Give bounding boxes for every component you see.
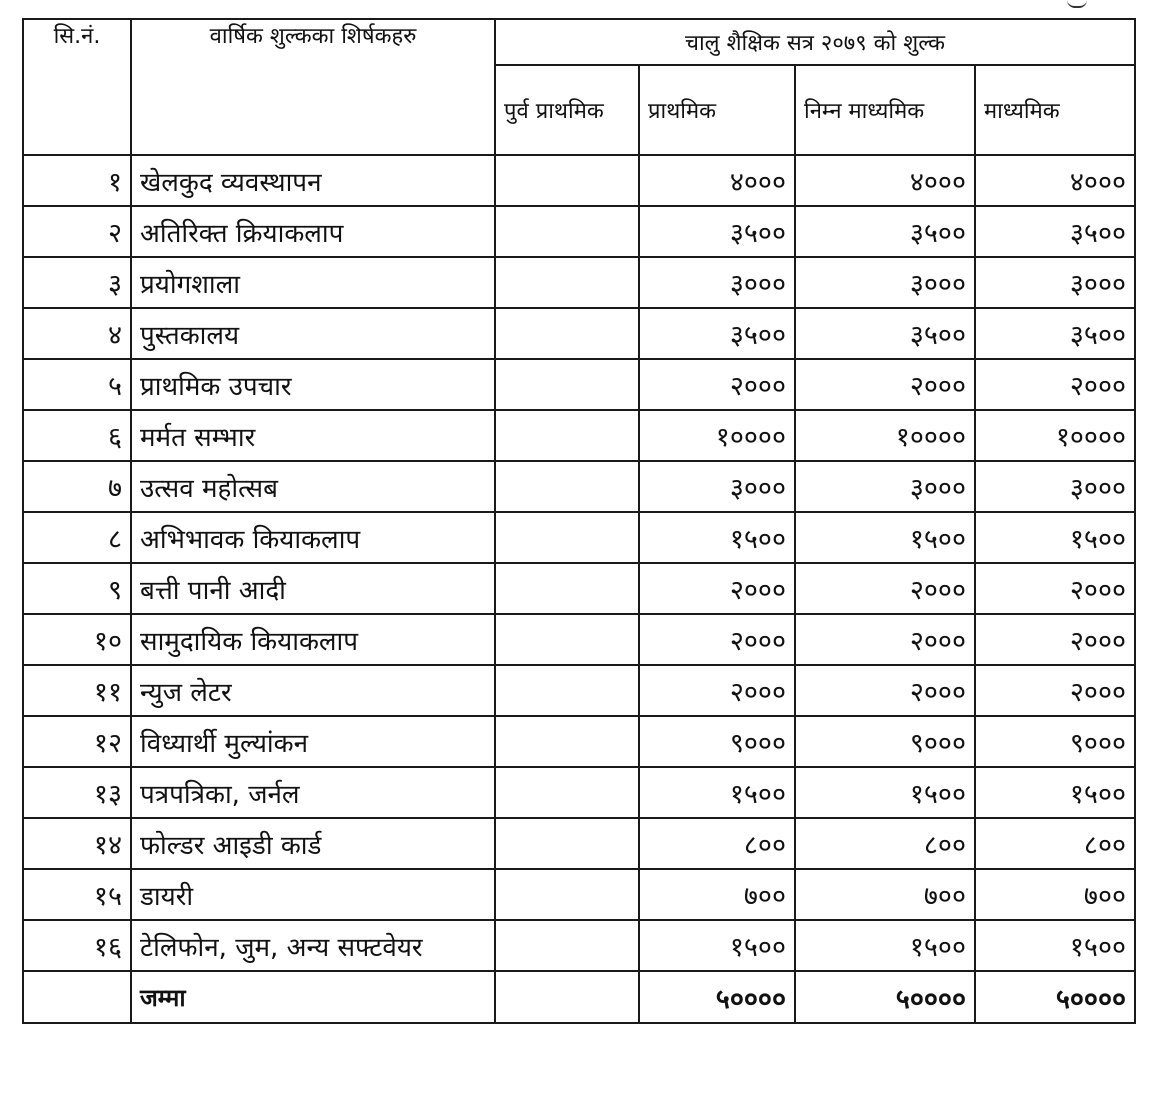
row-secondary: १५०० bbox=[975, 512, 1135, 563]
table-row bbox=[23, 206, 1135, 257]
row-primary: १०००० bbox=[639, 410, 795, 461]
row-lower-secondary: ८०० bbox=[795, 818, 975, 869]
table-row bbox=[23, 359, 1135, 410]
header-sn: सि.नं. bbox=[23, 19, 131, 155]
header-level-secondary: माध्यमिक bbox=[975, 65, 1135, 155]
row-secondary: ८०० bbox=[975, 818, 1135, 869]
row-secondary: १५०० bbox=[975, 767, 1135, 818]
row-secondary: ७०० bbox=[975, 869, 1135, 920]
row-secondary: २००० bbox=[975, 665, 1135, 716]
row-pre-primary bbox=[495, 206, 639, 257]
row-pre-primary bbox=[495, 512, 639, 563]
row-secondary: २००० bbox=[975, 614, 1135, 665]
total-row bbox=[23, 971, 1135, 1023]
header-level-primary: प्राथमिक bbox=[639, 65, 795, 155]
table-row bbox=[23, 563, 1135, 614]
row-lower-secondary: ७०० bbox=[795, 869, 975, 920]
table-row bbox=[23, 512, 1135, 563]
row-sn: ४ bbox=[23, 308, 131, 359]
total-label: जम्मा bbox=[131, 971, 495, 1023]
table-row bbox=[23, 155, 1135, 206]
table-row bbox=[23, 665, 1135, 716]
row-pre-primary bbox=[495, 665, 639, 716]
row-secondary: ४००० bbox=[975, 155, 1135, 206]
row-lower-secondary: ३००० bbox=[795, 461, 975, 512]
row-primary: २००० bbox=[639, 359, 795, 410]
table-row bbox=[23, 461, 1135, 512]
table-row bbox=[23, 716, 1135, 767]
row-fee-title: पत्रपत्रिका, जर्नल bbox=[131, 767, 495, 818]
row-primary: ३००० bbox=[639, 257, 795, 308]
row-lower-secondary: २००० bbox=[795, 614, 975, 665]
row-lower-secondary: १५०० bbox=[795, 512, 975, 563]
row-primary: ८०० bbox=[639, 818, 795, 869]
row-primary: ४००० bbox=[639, 155, 795, 206]
row-lower-secondary: ३५०० bbox=[795, 308, 975, 359]
row-secondary: ३००० bbox=[975, 257, 1135, 308]
row-pre-primary bbox=[495, 461, 639, 512]
header-level-lower-secondary: निम्न माध्यमिक bbox=[795, 65, 975, 155]
row-pre-primary bbox=[495, 359, 639, 410]
row-fee-title: प्रयोगशाला bbox=[131, 257, 495, 308]
row-primary: १५०० bbox=[639, 767, 795, 818]
row-sn: १४ bbox=[23, 818, 131, 869]
row-primary: १५०० bbox=[639, 920, 795, 971]
row-sn: ९ bbox=[23, 563, 131, 614]
row-fee-title: अतिरिक्त क्रियाकलाप bbox=[131, 206, 495, 257]
row-pre-primary bbox=[495, 308, 639, 359]
row-lower-secondary: २००० bbox=[795, 665, 975, 716]
row-lower-secondary: ३००० bbox=[795, 257, 975, 308]
row-lower-secondary: २००० bbox=[795, 563, 975, 614]
row-primary: २००० bbox=[639, 665, 795, 716]
row-sn: २ bbox=[23, 206, 131, 257]
row-fee-title: मर्मत सम्भार bbox=[131, 410, 495, 461]
row-sn: ५ bbox=[23, 359, 131, 410]
row-sn: ६ bbox=[23, 410, 131, 461]
row-lower-secondary: २००० bbox=[795, 359, 975, 410]
row-sn: १२ bbox=[23, 716, 131, 767]
table-row bbox=[23, 818, 1135, 869]
row-lower-secondary: ९००० bbox=[795, 716, 975, 767]
table-row bbox=[23, 257, 1135, 308]
row-primary: ९००० bbox=[639, 716, 795, 767]
header-fee-title: वार्षिक शुल्कका शिर्षकहरु bbox=[131, 19, 495, 155]
table-row bbox=[23, 410, 1135, 461]
row-fee-title: डायरी bbox=[131, 869, 495, 920]
header-row-session bbox=[23, 19, 1135, 65]
annual-fee-table bbox=[22, 18, 1136, 1024]
row-sn: ११ bbox=[23, 665, 131, 716]
table-row bbox=[23, 308, 1135, 359]
row-secondary: १०००० bbox=[975, 410, 1135, 461]
total-pre-primary bbox=[495, 971, 639, 1023]
row-fee-title: बत्ती पानी आदी bbox=[131, 563, 495, 614]
row-primary: २००० bbox=[639, 563, 795, 614]
row-pre-primary bbox=[495, 869, 639, 920]
header-level-pre-primary: पुर्व प्राथमिक bbox=[495, 65, 639, 155]
row-primary: ३५०० bbox=[639, 206, 795, 257]
total-lower-secondary: ५०००० bbox=[795, 971, 975, 1023]
row-pre-primary bbox=[495, 614, 639, 665]
row-sn: ७ bbox=[23, 461, 131, 512]
table-row bbox=[23, 767, 1135, 818]
table-row bbox=[23, 869, 1135, 920]
row-fee-title: प्राथमिक उपचार bbox=[131, 359, 495, 410]
row-pre-primary bbox=[495, 410, 639, 461]
row-secondary: ९००० bbox=[975, 716, 1135, 767]
row-sn: १३ bbox=[23, 767, 131, 818]
row-sn: १६ bbox=[23, 920, 131, 971]
row-secondary: ३५०० bbox=[975, 308, 1135, 359]
row-fee-title: उत्सव महोत्सब bbox=[131, 461, 495, 512]
row-secondary: ३००० bbox=[975, 461, 1135, 512]
row-secondary: २००० bbox=[975, 563, 1135, 614]
row-primary: १५०० bbox=[639, 512, 795, 563]
row-lower-secondary: ४००० bbox=[795, 155, 975, 206]
header-session: चालु शैक्षिक सत्र २०७९ को शुल्क bbox=[495, 19, 1135, 65]
row-fee-title: फोल्डर आइडी कार्ड bbox=[131, 818, 495, 869]
scan-mark bbox=[1067, 0, 1087, 8]
row-fee-title: खेलकुद व्यवस्थापन bbox=[131, 155, 495, 206]
row-fee-title: विध्यार्थी मुल्यांकन bbox=[131, 716, 495, 767]
row-sn: ८ bbox=[23, 512, 131, 563]
row-pre-primary bbox=[495, 920, 639, 971]
row-secondary: १५०० bbox=[975, 920, 1135, 971]
row-pre-primary bbox=[495, 767, 639, 818]
row-sn: ३ bbox=[23, 257, 131, 308]
row-lower-secondary: १५०० bbox=[795, 767, 975, 818]
row-fee-title: पुस्तकालय bbox=[131, 308, 495, 359]
total-primary: ५०००० bbox=[639, 971, 795, 1023]
fee-table-body bbox=[23, 155, 1135, 971]
row-fee-title: अभिभावक कियाकलाप bbox=[131, 512, 495, 563]
row-fee-title: न्युज लेटर bbox=[131, 665, 495, 716]
fee-sheet bbox=[22, 18, 1136, 1024]
row-pre-primary bbox=[495, 716, 639, 767]
row-lower-secondary: १०००० bbox=[795, 410, 975, 461]
row-fee-title: सामुदायिक कियाकलाप bbox=[131, 614, 495, 665]
row-primary: ३००० bbox=[639, 461, 795, 512]
row-primary: २००० bbox=[639, 614, 795, 665]
row-primary: ३५०० bbox=[639, 308, 795, 359]
row-pre-primary bbox=[495, 818, 639, 869]
row-pre-primary bbox=[495, 155, 639, 206]
row-lower-secondary: ३५०० bbox=[795, 206, 975, 257]
row-sn: १५ bbox=[23, 869, 131, 920]
row-pre-primary bbox=[495, 563, 639, 614]
row-sn: १० bbox=[23, 614, 131, 665]
row-pre-primary bbox=[495, 257, 639, 308]
table-row bbox=[23, 614, 1135, 665]
row-primary: ७०० bbox=[639, 869, 795, 920]
total-sn bbox=[23, 971, 131, 1023]
row-secondary: २००० bbox=[975, 359, 1135, 410]
total-secondary: ५०००० bbox=[975, 971, 1135, 1023]
row-secondary: ३५०० bbox=[975, 206, 1135, 257]
table-row bbox=[23, 920, 1135, 971]
row-fee-title: टेलिफोन, जुम, अन्य सफ्टवेयर bbox=[131, 920, 495, 971]
row-lower-secondary: १५०० bbox=[795, 920, 975, 971]
row-sn: १ bbox=[23, 155, 131, 206]
